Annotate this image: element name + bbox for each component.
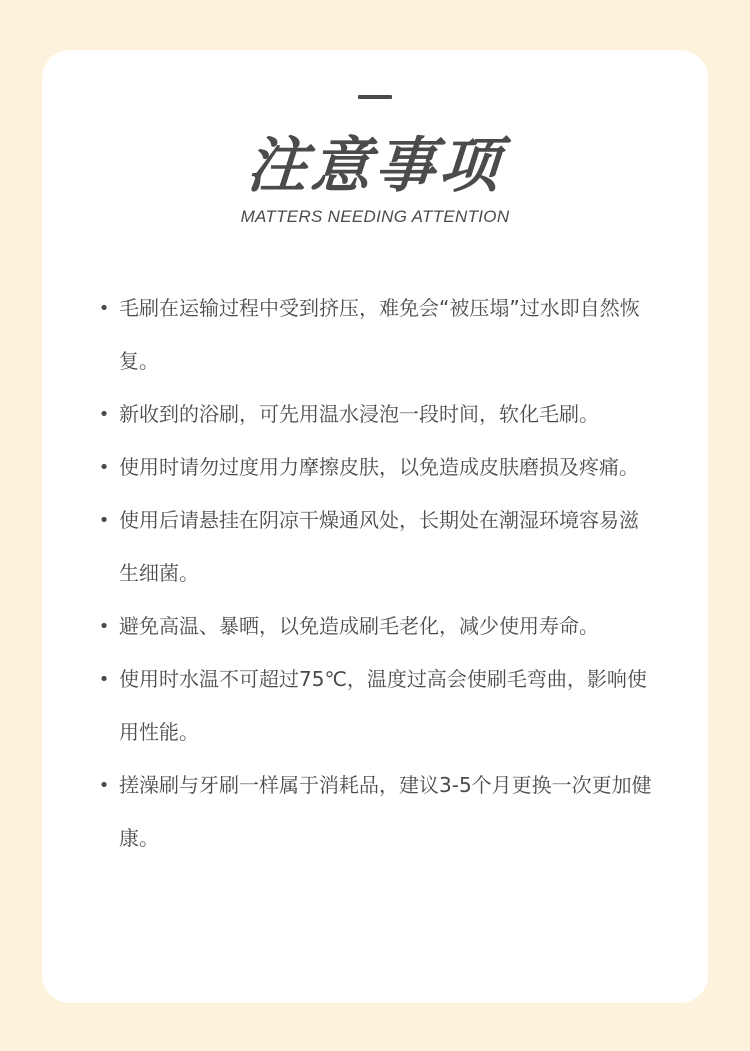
note-text: 避免高温、暴晒，以免造成刷毛老化，减少使用寿命。 [119,614,599,638]
note-text: 毛刷在运输过程中受到挤压，难免会“被压塌”过水即自然恢复。 [119,296,640,373]
note-text: 新收到的浴刷，可先用温水浸泡一段时间，软化毛刷。 [119,402,599,426]
bullet-icon: • [98,775,110,796]
note-item [97,388,657,441]
notes-list [97,282,657,865]
page-title: 注意事项 [244,131,506,201]
note-text: 搓澡刷与牙刷一样属于消耗品，建议3-5个月更换一次更加健康。 [119,773,652,850]
content-card [42,50,708,1003]
note-text: 使用后请悬挂在阴凉干燥通风处，长期处在潮湿环境容易滋生细菌。 [119,508,639,585]
note-item [97,600,657,653]
page-subtitle: MATTERS NEEDING ATTENTION [240,207,510,226]
bullet-icon: • [98,616,110,637]
bullet-icon: • [98,298,110,319]
note-item [97,653,657,759]
note-item [97,441,657,494]
note-item [97,494,657,600]
bullet-icon: • [98,669,110,690]
bullet-icon: • [98,404,110,425]
title-dash-decoration [358,95,392,99]
note-item [97,282,657,388]
note-text: 使用时水温不可超过75℃，温度过高会使刷毛弯曲，影响使用性能。 [119,667,647,744]
bullet-icon: • [98,510,110,531]
note-text: 使用时请勿过度用力摩擦皮肤，以免造成皮肤磨损及疼痛。 [119,455,639,479]
bullet-icon: • [98,457,110,478]
note-item [97,759,657,865]
